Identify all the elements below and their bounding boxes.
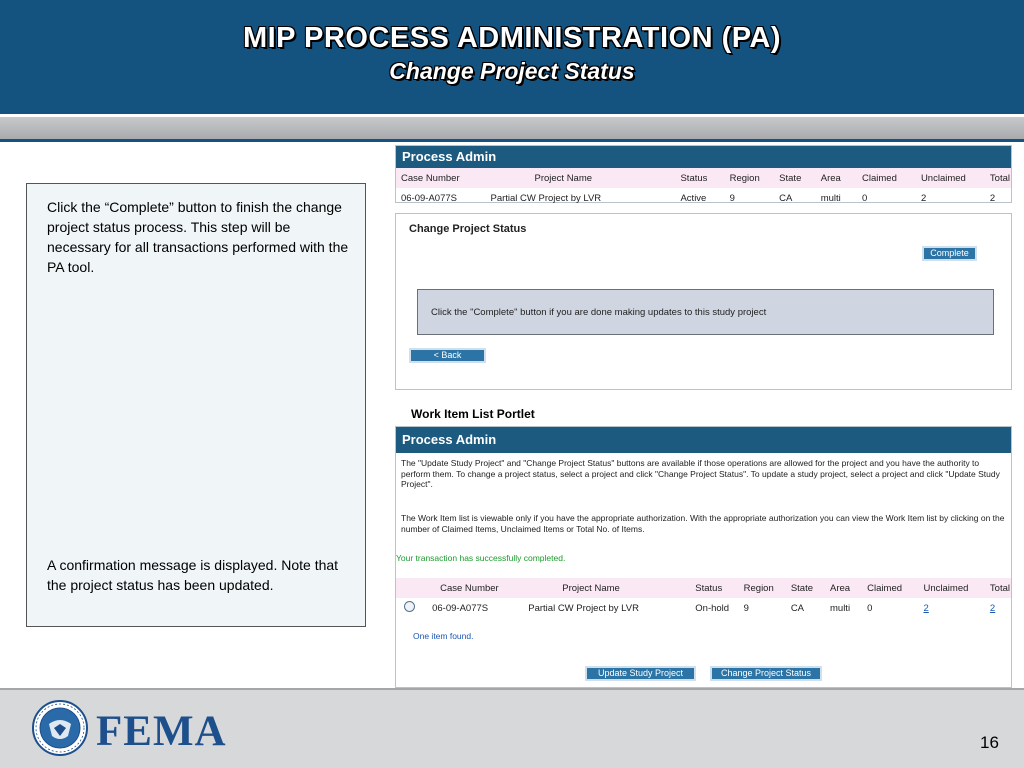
- items-found-text: One item found.: [413, 631, 474, 641]
- cell-project-name: Partial CW Project by LVR: [490, 192, 602, 204]
- status-message-box: [417, 289, 994, 335]
- back-button[interactable]: < Back: [409, 348, 486, 363]
- info-text-1: The "Update Study Project" and "Change Project Status" buttons are available if those operations are allowed for the project and you have the authority to perform them. To change a project status, select a project and click "Change Project Status". To update a study project, select a project and click "Update Study Project".: [401, 458, 1000, 489]
- col-total: Total: [989, 168, 1011, 188]
- cell-case-number: 06-09-A077S: [401, 192, 457, 204]
- portlet-title: Process Admin: [396, 146, 1011, 168]
- col-region: Region: [743, 578, 790, 598]
- dhs-seal-graphic: [32, 700, 88, 756]
- cell-region: 9: [729, 192, 735, 204]
- process-admin-portlet-bottom: [395, 426, 1012, 688]
- col-claimed: Claimed: [866, 578, 922, 598]
- col-status: Status: [679, 168, 728, 188]
- cell-area: multi: [820, 192, 841, 204]
- unclaimed-link[interactable]: 2: [923, 602, 929, 614]
- col-total: Total: [989, 578, 1011, 598]
- instruction-box: [26, 183, 366, 627]
- step-instruction: Click the “Complete” button to finish the change project status process. This step will be necessary for all transactions performed with the PA tool.: [47, 199, 349, 275]
- change-project-status-button[interactable]: Change Project Status: [710, 666, 822, 681]
- complete-button[interactable]: Complete: [922, 246, 977, 261]
- cell-total: [989, 598, 1011, 618]
- slide-header: [0, 0, 1024, 114]
- row-select-radio[interactable]: [404, 601, 415, 612]
- col-area: Area: [820, 168, 861, 188]
- success-message: Your transaction has successfully completed.: [396, 553, 566, 563]
- col-claimed: Claimed: [861, 168, 920, 188]
- work-item-table: [396, 578, 1011, 618]
- table-row[interactable]: [396, 598, 1011, 618]
- col-project-name: Project Name: [522, 578, 694, 598]
- cell-claimed: 0: [867, 602, 873, 614]
- status-message: Click the "Complete" button if you are done making updates to this study project: [431, 307, 767, 318]
- cell-total: 2: [989, 192, 996, 204]
- cell-unclaimed: [923, 598, 989, 618]
- cell-unclaimed: 2: [920, 192, 927, 204]
- confirmation-note: A confirmation message is displayed. Note that the project status has been updated.: [47, 557, 339, 593]
- fema-logo-text: FEMA: [96, 708, 227, 755]
- worklist-caption: Work Item List Portlet: [411, 407, 535, 421]
- change-status-title: Change Project Status: [409, 223, 527, 235]
- info-text-2: The Work Item list is viewable only if you have the appropriate authorization. With the appropriate authorization you can view the Work Item list by clicking on the number of Claimed Items, Unclaimed Items or Total No. of Items.: [401, 513, 1005, 534]
- project-table: [396, 168, 1011, 208]
- col-state: State: [790, 578, 829, 598]
- col-case-number: Case Number: [396, 168, 489, 188]
- change-status-portlet: [395, 213, 1012, 390]
- process-admin-portlet-top: [395, 145, 1012, 203]
- cell-state: CA: [779, 192, 793, 204]
- dhs-seal-icon: [32, 700, 88, 756]
- slide-subtitle: Change Project Status: [389, 58, 635, 84]
- table-row: [396, 188, 1011, 208]
- col-select: [396, 578, 426, 598]
- table-header-row: [396, 168, 1011, 188]
- header-band-line: [0, 139, 1024, 142]
- cell-status: Active: [680, 192, 707, 204]
- col-unclaimed: Unclaimed: [923, 578, 989, 598]
- col-case-number: Case Number: [426, 578, 522, 598]
- portlet-title: Process Admin: [396, 427, 1011, 453]
- cell-project-name: Partial CW Project by LVR: [528, 602, 639, 614]
- col-unclaimed: Unclaimed: [920, 168, 989, 188]
- page-number: 16: [980, 733, 999, 752]
- cell-region: 9: [743, 602, 749, 614]
- col-area: Area: [829, 578, 866, 598]
- update-study-project-button[interactable]: Update Study Project: [585, 666, 696, 681]
- table-header-row: [396, 578, 1011, 598]
- cell-status: On-hold: [695, 602, 730, 614]
- cell-state: CA: [790, 602, 805, 614]
- row-select-cell: [396, 598, 426, 618]
- slide-title: MIP PROCESS ADMINISTRATION (PA): [242, 22, 782, 54]
- cell-claimed: 0: [862, 192, 868, 204]
- col-region: Region: [729, 168, 779, 188]
- col-project-name: Project Name: [489, 168, 679, 188]
- cell-area: multi: [830, 602, 851, 614]
- col-state: State: [778, 168, 820, 188]
- col-status: Status: [694, 578, 742, 598]
- header-band: [0, 117, 1024, 139]
- total-link[interactable]: 2: [989, 602, 996, 614]
- cell-case-number: 06-09-A077S: [432, 602, 489, 614]
